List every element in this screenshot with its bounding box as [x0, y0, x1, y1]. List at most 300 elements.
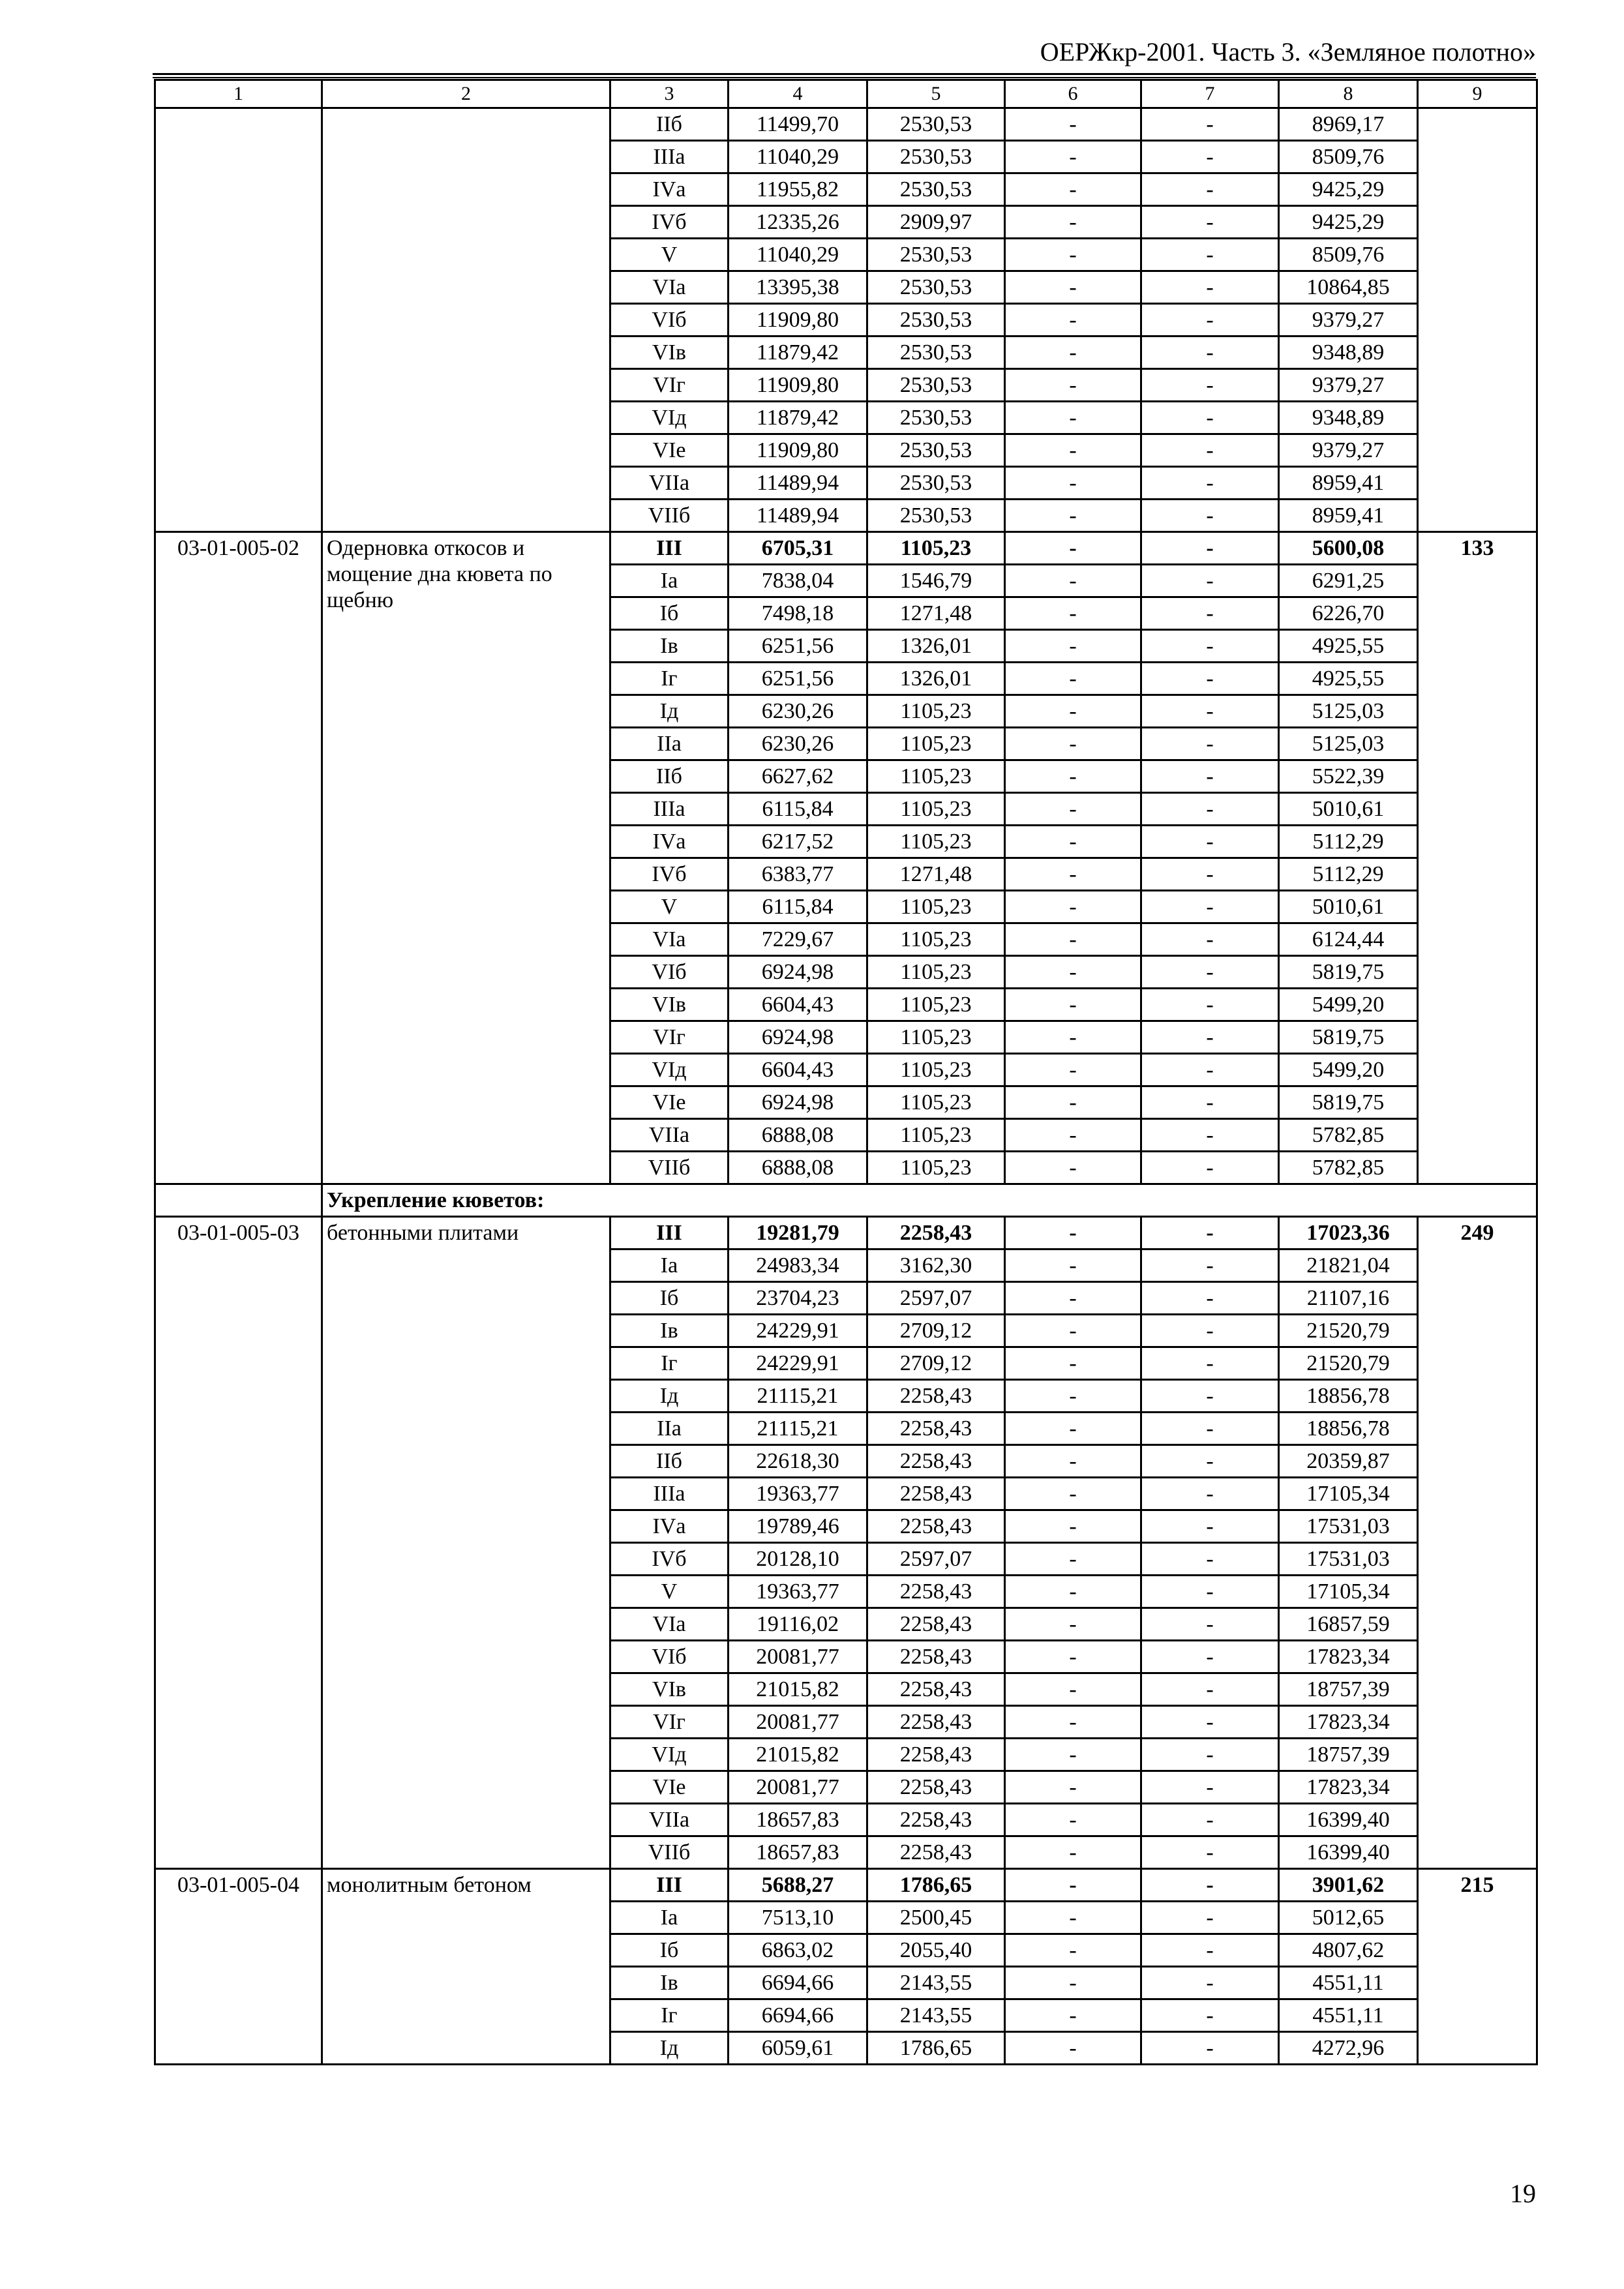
value-cell: -: [1005, 1902, 1141, 1934]
value-cell: -: [1005, 695, 1141, 728]
value-cell: -: [1005, 173, 1141, 206]
value-cell: 2709,12: [867, 1347, 1005, 1380]
value-cell: 16399,40: [1279, 1836, 1418, 1869]
value-cell: 21520,79: [1279, 1315, 1418, 1347]
value-cell: -: [1005, 956, 1141, 989]
value-cell: -: [1141, 1869, 1279, 1902]
value-cell: 2500,45: [867, 1902, 1005, 1934]
zone-cell: IIIа: [610, 793, 729, 826]
value-cell: 11489,94: [729, 467, 867, 500]
value-cell: 6217,52: [729, 826, 867, 858]
value-cell: 2530,53: [867, 108, 1005, 141]
zone-cell: VIб: [610, 956, 729, 989]
zone-cell: VIIб: [610, 500, 729, 532]
zone-cell: VIIа: [610, 467, 729, 500]
value-cell: 9379,27: [1279, 369, 1418, 402]
value-cell: -: [1005, 1510, 1141, 1543]
value-cell: 18856,78: [1279, 1413, 1418, 1445]
value-cell: 2530,53: [867, 500, 1005, 532]
value-cell: 19363,77: [729, 1478, 867, 1510]
value-cell: 9425,29: [1279, 173, 1418, 206]
zone-cell: VIе: [610, 1771, 729, 1804]
value-cell: 6694,66: [729, 1967, 867, 1999]
value-cell: -: [1141, 1249, 1279, 1282]
value-cell: 3901,62: [1279, 1869, 1418, 1902]
value-cell: 9348,89: [1279, 402, 1418, 434]
value-cell: -: [1005, 108, 1141, 141]
rate-code: 03-01-005-02: [155, 532, 322, 1184]
value-cell: 20128,10: [729, 1543, 867, 1576]
value-cell: -: [1005, 304, 1141, 337]
zone-cell: VIг: [610, 1706, 729, 1739]
value-cell: -: [1005, 1967, 1141, 1999]
work-name: [322, 108, 610, 532]
value-cell: -: [1141, 369, 1279, 402]
value-cell: 2258,43: [867, 1510, 1005, 1543]
value-cell: -: [1005, 1999, 1141, 2032]
value-cell: -: [1141, 793, 1279, 826]
value-cell: 9425,29: [1279, 206, 1418, 239]
value-cell: 4925,55: [1279, 630, 1418, 663]
value-cell: -: [1005, 1086, 1141, 1119]
value-cell: 2530,53: [867, 271, 1005, 304]
value-cell: -: [1141, 141, 1279, 173]
value-cell: 17823,34: [1279, 1706, 1418, 1739]
value-cell: 2258,43: [867, 1706, 1005, 1739]
zone-cell: IVб: [610, 858, 729, 891]
work-name: монолитным бетоном: [322, 1869, 610, 2065]
section-row: [155, 1184, 1537, 1217]
value-cell: -: [1141, 1641, 1279, 1673]
value-cell: -: [1005, 1608, 1141, 1641]
value-cell: 6115,84: [729, 793, 867, 826]
value-cell: -: [1005, 1119, 1141, 1152]
value-cell: 4551,11: [1279, 1999, 1418, 2032]
value-cell: -: [1005, 891, 1141, 923]
value-cell: 8969,17: [1279, 108, 1418, 141]
value-cell: 2258,43: [867, 1836, 1005, 1869]
zone-cell: Iв: [610, 630, 729, 663]
value-cell: 1786,65: [867, 2032, 1005, 2065]
value-cell: -: [1005, 1739, 1141, 1771]
col9-value: 215: [1418, 1869, 1537, 2065]
value-cell: 6115,84: [729, 891, 867, 923]
value-cell: 23704,23: [729, 1282, 867, 1315]
value-cell: 24983,34: [729, 1249, 867, 1282]
value-cell: -: [1005, 1706, 1141, 1739]
value-cell: -: [1005, 1217, 1141, 1249]
value-cell: -: [1141, 1999, 1279, 2032]
value-cell: -: [1005, 434, 1141, 467]
section-title: Укрепление кюветов:: [322, 1184, 1537, 1217]
zone-cell: IVа: [610, 1510, 729, 1543]
value-cell: -: [1141, 1902, 1279, 1934]
value-cell: -: [1005, 402, 1141, 434]
zone-cell: VIд: [610, 1054, 729, 1086]
value-cell: 6230,26: [729, 695, 867, 728]
value-cell: 1786,65: [867, 1869, 1005, 1902]
value-cell: 21115,21: [729, 1380, 867, 1413]
value-cell: -: [1005, 337, 1141, 369]
value-cell: -: [1005, 1869, 1141, 1902]
zone-cell: IIб: [610, 1445, 729, 1478]
value-cell: 5112,29: [1279, 826, 1418, 858]
value-cell: -: [1141, 239, 1279, 271]
zone-cell: III: [610, 532, 729, 565]
value-cell: 1105,23: [867, 760, 1005, 793]
empty-cell: [155, 1184, 322, 1217]
value-cell: 1271,48: [867, 597, 1005, 630]
value-cell: 8959,41: [1279, 467, 1418, 500]
value-cell: -: [1141, 1282, 1279, 1315]
value-cell: -: [1005, 1380, 1141, 1413]
value-cell: -: [1005, 630, 1141, 663]
value-cell: 11909,80: [729, 434, 867, 467]
zone-cell: VIе: [610, 1086, 729, 1119]
value-cell: 6627,62: [729, 760, 867, 793]
value-cell: -: [1005, 826, 1141, 858]
value-cell: 2258,43: [867, 1673, 1005, 1706]
value-cell: 1105,23: [867, 532, 1005, 565]
value-cell: -: [1005, 760, 1141, 793]
zone-cell: IIб: [610, 108, 729, 141]
value-cell: 2530,53: [867, 402, 1005, 434]
value-cell: 6059,61: [729, 2032, 867, 2065]
value-cell: 2258,43: [867, 1217, 1005, 1249]
value-cell: -: [1141, 1445, 1279, 1478]
value-cell: -: [1005, 206, 1141, 239]
value-cell: 24229,91: [729, 1347, 867, 1380]
value-cell: 1105,23: [867, 956, 1005, 989]
zone-cell: Iд: [610, 1380, 729, 1413]
value-cell: 11909,80: [729, 304, 867, 337]
table-row: [155, 108, 1537, 141]
value-cell: 21821,04: [1279, 1249, 1418, 1282]
zone-cell: III: [610, 1217, 729, 1249]
value-cell: 2530,53: [867, 434, 1005, 467]
value-cell: -: [1141, 402, 1279, 434]
value-cell: -: [1005, 1347, 1141, 1380]
value-cell: -: [1005, 467, 1141, 500]
value-cell: -: [1005, 2032, 1141, 2065]
value-cell: -: [1005, 1021, 1141, 1054]
zone-cell: Iб: [610, 597, 729, 630]
zone-cell: VIIа: [610, 1804, 729, 1836]
value-cell: 5499,20: [1279, 1054, 1418, 1086]
value-cell: 6924,98: [729, 1021, 867, 1054]
col9-value: [1418, 108, 1537, 532]
value-cell: -: [1141, 532, 1279, 565]
value-cell: 2258,43: [867, 1608, 1005, 1641]
value-cell: 11879,42: [729, 402, 867, 434]
column-number: 1: [155, 80, 322, 108]
value-cell: 5499,20: [1279, 989, 1418, 1021]
value-cell: -: [1141, 271, 1279, 304]
value-cell: 21107,16: [1279, 1282, 1418, 1315]
value-cell: -: [1005, 1576, 1141, 1608]
rate-code: 03-01-005-04: [155, 1869, 322, 2065]
value-cell: 17531,03: [1279, 1510, 1418, 1543]
zone-cell: VIд: [610, 1739, 729, 1771]
header-rule-thin: [153, 77, 1536, 78]
value-cell: 13395,38: [729, 271, 867, 304]
value-cell: 2530,53: [867, 369, 1005, 402]
value-cell: 5125,03: [1279, 695, 1418, 728]
zone-cell: VIд: [610, 402, 729, 434]
value-cell: 12335,26: [729, 206, 867, 239]
rate-code: 03-01-005-03: [155, 1217, 322, 1869]
value-cell: 2258,43: [867, 1413, 1005, 1445]
zone-cell: Iв: [610, 1967, 729, 1999]
value-cell: 5688,27: [729, 1869, 867, 1902]
zone-cell: VIIб: [610, 1836, 729, 1869]
zone-cell: IIб: [610, 760, 729, 793]
value-cell: -: [1141, 108, 1279, 141]
value-cell: 18757,39: [1279, 1673, 1418, 1706]
value-cell: -: [1141, 565, 1279, 597]
value-cell: 20081,77: [729, 1771, 867, 1804]
value-cell: 11489,94: [729, 500, 867, 532]
value-cell: 5125,03: [1279, 728, 1418, 760]
value-cell: 1271,48: [867, 858, 1005, 891]
value-cell: -: [1141, 304, 1279, 337]
zone-cell: VIIб: [610, 1152, 729, 1184]
value-cell: 4272,96: [1279, 2032, 1418, 2065]
value-cell: -: [1005, 1673, 1141, 1706]
value-cell: -: [1005, 728, 1141, 760]
zone-cell: IVб: [610, 206, 729, 239]
rates-table: [154, 79, 1538, 2065]
value-cell: 5600,08: [1279, 532, 1418, 565]
column-number: 8: [1279, 80, 1418, 108]
value-cell: -: [1141, 1380, 1279, 1413]
column-number: 2: [322, 80, 610, 108]
value-cell: 1105,23: [867, 891, 1005, 923]
value-cell: -: [1005, 1054, 1141, 1086]
value-cell: 1105,23: [867, 1119, 1005, 1152]
column-number: 4: [729, 80, 867, 108]
value-cell: 16399,40: [1279, 1804, 1418, 1836]
value-cell: -: [1141, 858, 1279, 891]
value-cell: 2258,43: [867, 1771, 1005, 1804]
value-cell: -: [1005, 369, 1141, 402]
value-cell: 5012,65: [1279, 1902, 1418, 1934]
zone-cell: III: [610, 1869, 729, 1902]
value-cell: -: [1141, 467, 1279, 500]
running-header: ОЕРЖкр-2001. Часть 3. «Земляное полотно»: [1040, 37, 1536, 67]
value-cell: -: [1141, 891, 1279, 923]
value-cell: 6291,25: [1279, 565, 1418, 597]
value-cell: 11909,80: [729, 369, 867, 402]
column-number: 9: [1418, 80, 1537, 108]
column-number: 6: [1005, 80, 1141, 108]
value-cell: 21115,21: [729, 1413, 867, 1445]
value-cell: 1105,23: [867, 695, 1005, 728]
value-cell: 1105,23: [867, 1152, 1005, 1184]
value-cell: -: [1141, 695, 1279, 728]
value-cell: 2143,55: [867, 1999, 1005, 2032]
value-cell: 9348,89: [1279, 337, 1418, 369]
value-cell: 6230,26: [729, 728, 867, 760]
value-cell: -: [1141, 1543, 1279, 1576]
value-cell: 8509,76: [1279, 141, 1418, 173]
value-cell: 2055,40: [867, 1934, 1005, 1967]
value-cell: 1105,23: [867, 989, 1005, 1021]
value-cell: -: [1005, 1249, 1141, 1282]
value-cell: -: [1141, 630, 1279, 663]
value-cell: -: [1141, 663, 1279, 695]
value-cell: 17105,34: [1279, 1576, 1418, 1608]
value-cell: 2709,12: [867, 1315, 1005, 1347]
value-cell: 5010,61: [1279, 891, 1418, 923]
value-cell: -: [1005, 1445, 1141, 1478]
value-cell: -: [1141, 1576, 1279, 1608]
value-cell: 7498,18: [729, 597, 867, 630]
zone-cell: VIе: [610, 434, 729, 467]
value-cell: 2530,53: [867, 304, 1005, 337]
value-cell: 5782,85: [1279, 1152, 1418, 1184]
value-cell: 20081,77: [729, 1706, 867, 1739]
value-cell: -: [1005, 663, 1141, 695]
value-cell: 5782,85: [1279, 1119, 1418, 1152]
value-cell: 2597,07: [867, 1543, 1005, 1576]
value-cell: 6888,08: [729, 1119, 867, 1152]
value-cell: 21520,79: [1279, 1347, 1418, 1380]
value-cell: -: [1141, 1739, 1279, 1771]
value-cell: 18856,78: [1279, 1380, 1418, 1413]
value-cell: -: [1141, 1967, 1279, 1999]
table-row: [155, 1217, 1537, 1249]
value-cell: 2530,53: [867, 239, 1005, 271]
value-cell: 4551,11: [1279, 1967, 1418, 1999]
value-cell: -: [1141, 1119, 1279, 1152]
value-cell: -: [1141, 1086, 1279, 1119]
value-cell: -: [1005, 1543, 1141, 1576]
value-cell: -: [1141, 1608, 1279, 1641]
value-cell: 2258,43: [867, 1478, 1005, 1510]
value-cell: 19116,02: [729, 1608, 867, 1641]
value-cell: 6383,77: [729, 858, 867, 891]
value-cell: 16857,59: [1279, 1608, 1418, 1641]
value-cell: 2530,53: [867, 141, 1005, 173]
value-cell: 20359,87: [1279, 1445, 1418, 1478]
zone-cell: Iг: [610, 1347, 729, 1380]
value-cell: -: [1141, 597, 1279, 630]
zone-cell: VIг: [610, 369, 729, 402]
value-cell: -: [1005, 1771, 1141, 1804]
zone-cell: V: [610, 1576, 729, 1608]
value-cell: 2258,43: [867, 1739, 1005, 1771]
value-cell: 1105,23: [867, 826, 1005, 858]
value-cell: -: [1141, 923, 1279, 956]
value-cell: 6604,43: [729, 1054, 867, 1086]
value-cell: 3162,30: [867, 1249, 1005, 1282]
value-cell: 17023,36: [1279, 1217, 1418, 1249]
value-cell: -: [1005, 271, 1141, 304]
zone-cell: VIв: [610, 989, 729, 1021]
value-cell: -: [1005, 1641, 1141, 1673]
value-cell: 1105,23: [867, 923, 1005, 956]
column-number: 3: [610, 80, 729, 108]
value-cell: -: [1141, 1934, 1279, 1967]
value-cell: 6604,43: [729, 989, 867, 1021]
value-cell: 2258,43: [867, 1576, 1005, 1608]
value-cell: -: [1141, 1347, 1279, 1380]
value-cell: 19281,79: [729, 1217, 867, 1249]
value-cell: -: [1141, 760, 1279, 793]
column-number: 7: [1141, 80, 1279, 108]
value-cell: 6924,98: [729, 956, 867, 989]
table-body: [155, 80, 1537, 2065]
value-cell: -: [1141, 1315, 1279, 1347]
value-cell: 11955,82: [729, 173, 867, 206]
zone-cell: Iа: [610, 565, 729, 597]
zone-cell: IVа: [610, 173, 729, 206]
value-cell: -: [1141, 1673, 1279, 1706]
value-cell: 6705,31: [729, 532, 867, 565]
zone-cell: VIа: [610, 271, 729, 304]
value-cell: 5819,75: [1279, 1086, 1418, 1119]
value-cell: 6251,56: [729, 663, 867, 695]
zone-cell: Iб: [610, 1282, 729, 1315]
value-cell: 11040,29: [729, 239, 867, 271]
value-cell: 5819,75: [1279, 1021, 1418, 1054]
value-cell: 6251,56: [729, 630, 867, 663]
value-cell: -: [1141, 956, 1279, 989]
zone-cell: V: [610, 239, 729, 271]
value-cell: 22618,30: [729, 1445, 867, 1478]
value-cell: 6863,02: [729, 1934, 867, 1967]
value-cell: 1326,01: [867, 663, 1005, 695]
value-cell: -: [1141, 1413, 1279, 1445]
value-cell: -: [1141, 1152, 1279, 1184]
zone-cell: VIг: [610, 1021, 729, 1054]
value-cell: 2258,43: [867, 1641, 1005, 1673]
header-rule-thick: [153, 73, 1536, 75]
value-cell: 1105,23: [867, 1054, 1005, 1086]
value-cell: 2530,53: [867, 337, 1005, 369]
column-number-row: [155, 80, 1537, 108]
value-cell: 11499,70: [729, 108, 867, 141]
rate-code: [155, 108, 322, 532]
zone-cell: VIв: [610, 337, 729, 369]
value-cell: 1105,23: [867, 793, 1005, 826]
value-cell: 18757,39: [1279, 1739, 1418, 1771]
value-cell: 11879,42: [729, 337, 867, 369]
zone-cell: VIIа: [610, 1119, 729, 1152]
zone-cell: Iг: [610, 1999, 729, 2032]
zone-cell: VIб: [610, 304, 729, 337]
value-cell: -: [1141, 1021, 1279, 1054]
value-cell: 6694,66: [729, 1999, 867, 2032]
table-row: [155, 1869, 1537, 1902]
zone-cell: V: [610, 891, 729, 923]
value-cell: 11040,29: [729, 141, 867, 173]
value-cell: -: [1005, 1934, 1141, 1967]
value-cell: 20081,77: [729, 1641, 867, 1673]
value-cell: -: [1141, 1771, 1279, 1804]
value-cell: 1326,01: [867, 630, 1005, 663]
value-cell: 8959,41: [1279, 500, 1418, 532]
value-cell: 7513,10: [729, 1902, 867, 1934]
value-cell: 6226,70: [1279, 597, 1418, 630]
value-cell: -: [1141, 989, 1279, 1021]
value-cell: 1105,23: [867, 728, 1005, 760]
zone-cell: Iд: [610, 695, 729, 728]
value-cell: -: [1005, 1315, 1141, 1347]
col9-value: 249: [1418, 1217, 1537, 1869]
value-cell: -: [1141, 500, 1279, 532]
